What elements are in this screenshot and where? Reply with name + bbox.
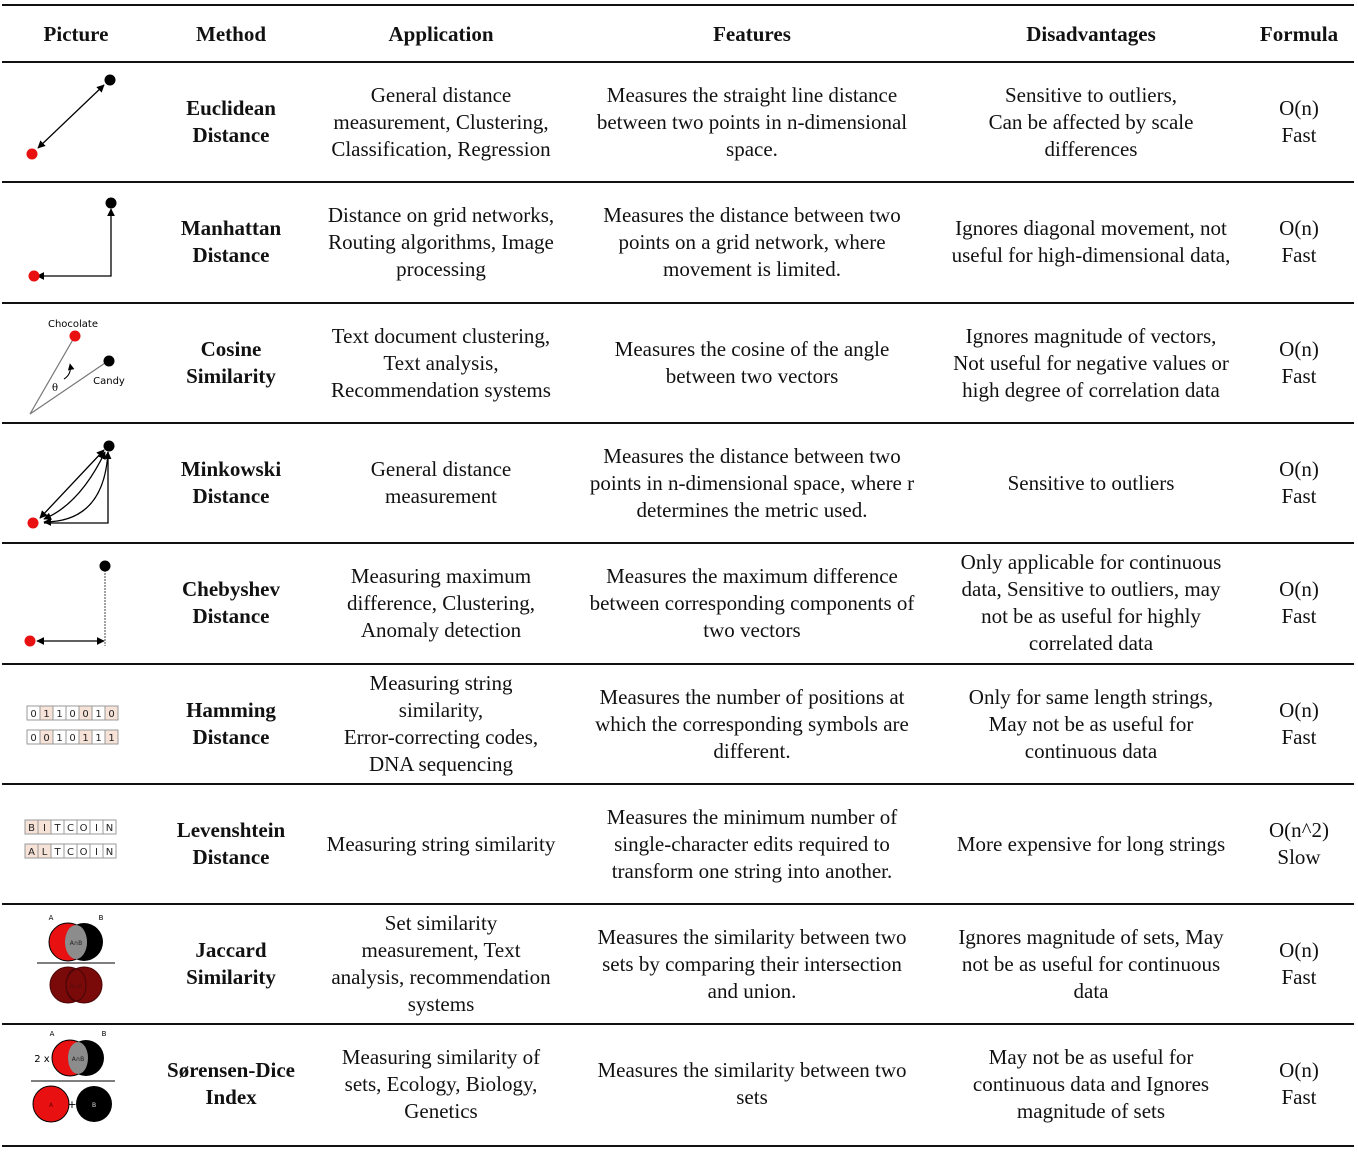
disadvantages-cell [932,304,1250,422]
disadvantages-line: Only for same length strings, [968,684,1214,709]
intersection-label: A∩B [71,1056,85,1063]
features-line: different. [713,738,791,763]
features-line: points on a grid network, where [618,229,886,254]
application-line: measurement, Clustering, [333,109,549,134]
application-line: Anomaly detection [360,617,522,642]
features-line: Measures the similarity between two [597,924,907,949]
method-cell [152,424,310,542]
application-line: Routing algorithms, Image [328,229,554,254]
string-char: 1 [82,733,89,744]
formula-cell [1250,665,1348,783]
table-row-hamming-distance [0,665,1358,783]
method-cell [152,665,310,783]
formula-line: O(n) [1279,938,1319,962]
black-point [106,198,117,209]
application-line: Text analysis, [383,350,499,375]
set-a-label: A [49,1030,55,1038]
string-char: C [67,847,74,858]
method-line: Similarity [186,965,276,989]
table-row-levenshtein-distance [0,785,1358,903]
features-line: Measures the minimum number of [606,804,898,829]
application-line: Genetics [404,1098,478,1123]
formula-line: O(n) [1279,457,1319,481]
disadvantages-line: data, Sensitive to outliers, may [961,577,1221,601]
row-divider [2,663,1354,665]
disadvantages-line: continuous data [1024,738,1158,763]
features-line: sets by comparing their intersection [602,951,902,976]
formula-line: Fast [1281,1085,1317,1109]
set-b-label: B [91,1102,97,1109]
header-disadvantages: Disadvantages [1026,21,1156,46]
string-char: 1 [56,709,63,720]
features-line: points in n-dimensional space, where r [589,470,915,495]
string-char: B [28,823,35,834]
row-divider [2,903,1354,905]
features-line: Measures the straight line distance [606,82,898,107]
method-line: Manhattan [180,216,282,240]
formula-text [1279,697,1319,751]
application-text [371,456,512,510]
disadvantages-line: Only applicable for continuous [960,550,1222,574]
features-line: space. [726,136,778,161]
theta-label: θ [51,383,59,394]
disadvantages-cell [932,785,1250,903]
application-line: Text document clustering, [331,323,551,348]
features-line: Measures the cosine of the angle [614,337,890,361]
method-text [186,336,276,390]
string-char: O [79,823,88,834]
euclidean-diagram-icon [0,63,152,181]
string-char: I [95,823,98,834]
application-text [331,82,550,163]
method-line: Distance [192,845,270,869]
application-line: Classification, Regression [331,136,551,161]
string-char: A [28,847,35,858]
features-text [590,563,915,644]
formula-text [1279,937,1319,991]
row-divider [2,542,1354,544]
formula-text [1279,456,1319,510]
disadvantages-line: correlated data [1028,631,1154,655]
application-text [327,831,556,858]
formula-line: O(n) [1279,96,1319,120]
string-char: N [105,823,114,834]
string-char: C [67,823,74,834]
method-text [182,576,280,630]
features-line: Measures the distance between two [603,443,901,468]
set-a-label: A [48,1102,54,1109]
formula-cell [1250,1025,1348,1143]
formula-cell [1250,785,1348,903]
method-line: Minkowski [180,457,282,481]
method-cell [152,304,310,422]
application-cell [310,665,572,783]
jaccard-diagram-icon [0,905,152,1023]
red-point [28,518,39,529]
application-line: Measuring string [369,671,513,695]
candy-point [104,356,115,367]
features-cell [572,665,932,783]
string-char: 1 [108,733,115,744]
disadvantages-line: Not useful for negative values or [953,350,1229,375]
string-char: 1 [95,709,102,720]
formula-line: Fast [1281,604,1317,628]
red-point [29,271,40,282]
application-text [342,1044,540,1125]
method-line: Sørensen-Dice [167,1058,295,1082]
candy-label: Candy [93,376,125,387]
disadvantages-text [957,831,1225,858]
formula-text [1269,817,1329,871]
minkowski-diagram-icon [0,424,152,542]
features-line: Measures the maximum difference [606,563,898,588]
string-char: 1 [56,733,63,744]
features-text [615,336,890,390]
features-text [590,443,914,524]
method-text [186,95,276,149]
features-text [595,684,909,765]
set-a-label: A [48,914,54,922]
red-point [25,636,36,647]
formula-text [1279,1057,1319,1111]
disadvantages-line: Ignores diagonal movement, not [955,216,1227,240]
disadvantages-text [953,323,1229,404]
application-line: sets, Ecology, Biology, [344,1071,538,1096]
disadvantages-cell [932,665,1250,783]
method-line: Jaccard [195,938,267,962]
set-b-label: B [101,1030,107,1038]
picture-cell [0,183,152,301]
features-line: determines the metric used. [636,497,868,522]
features-line: between corresponding components of [589,590,915,615]
method-line: Levenshtein [176,818,286,842]
chocolate-label: Chocolate [47,319,99,330]
application-cell [310,183,572,301]
disadvantages-line: not be as useful for continuous [961,951,1221,976]
formula-line: Fast [1281,364,1317,388]
formula-line: O(n) [1279,698,1319,722]
method-line: Cosine [200,337,262,361]
application-cell [310,905,572,1023]
string-char: 0 [69,733,76,744]
formula-line: O(n^2) [1268,818,1329,842]
disadvantages-cell [932,424,1250,542]
features-cell [572,183,932,301]
picture-cell [0,665,152,783]
application-cell [310,424,572,542]
formula-text [1279,95,1319,149]
method-cell [152,544,310,662]
method-text [181,215,281,269]
method-text [167,1057,295,1111]
black-point [105,75,116,86]
disadvantages-line: Sensitive to outliers [1007,470,1175,495]
disadvantages-line: Ignores magnitude of sets, May [958,924,1224,949]
formula-cell [1250,544,1348,662]
formula-text [1279,336,1319,390]
disadvantages-cell [932,63,1250,181]
method-text [186,937,276,991]
set-b-label: B [98,914,104,922]
disadvantages-cell [932,544,1250,662]
disadvantages-line: high degree of correlation data [962,377,1220,402]
method-line: Distance [192,484,270,508]
disadvantages-text [973,1044,1209,1125]
disadvantages-text [989,82,1194,163]
formula-cell [1250,183,1348,301]
formula-cell [1250,63,1348,181]
row-divider [2,783,1354,785]
header-application: Application [388,21,494,46]
disadvantages-line: magnitude of sets [1016,1098,1166,1123]
application-line: difference, Clustering, [347,590,535,615]
features-cell [572,544,932,662]
table-row-cosine-similarity [0,304,1358,422]
application-line: Measuring maximum [350,563,532,588]
method-line: Distance [192,123,270,147]
application-line: measurement [385,484,497,508]
application-line: Recommendation systems [331,377,551,402]
method-cell [152,183,310,301]
table-header-row [0,6,1358,62]
black-point [100,561,111,572]
formula-text [1279,576,1319,630]
application-line: General distance [370,457,512,481]
string-char: 0 [82,709,89,720]
disadvantages-line: Ignores magnitude of vectors, [965,323,1217,348]
features-line: and union. [707,978,797,1003]
features-line: between two vectors [665,364,839,388]
features-text [597,1057,906,1111]
formula-line: O(n) [1279,337,1319,361]
chocolate-point [70,331,81,342]
table-row-jaccard-similarity [0,905,1358,1023]
disadvantages-line: differences [1044,136,1138,161]
string-char: 0 [30,709,37,720]
string-char: 0 [108,709,115,720]
disadvantages-text [1008,470,1175,497]
row-divider [2,61,1354,63]
application-line: systems [407,992,475,1016]
application-cell [310,63,572,181]
features-line: sets [736,1085,768,1109]
disadvantages-cell [932,183,1250,301]
header-picture: Picture [43,21,109,46]
features-cell [572,785,932,903]
picture-cell [0,905,152,1023]
application-text [347,563,535,644]
formula-line: O(n) [1279,1058,1319,1082]
string-char: I [43,823,46,834]
string-char: 0 [30,733,37,744]
formula-cell [1250,424,1348,542]
formula-line: Fast [1281,965,1317,989]
features-line: Measures the distance between two [603,202,901,227]
string-char: N [105,847,114,858]
disadvantages-text [958,924,1223,1005]
string-char: I [95,847,98,858]
picture-cell [0,785,152,903]
table-row-chebyshev-distance [0,544,1358,662]
chebyshev-diagram-icon [0,544,152,662]
method-line: Distance [192,243,270,267]
hamming-diagram-icon [0,665,152,783]
red-point [27,149,38,160]
table-bottom-rule [2,1145,1354,1147]
method-cell [152,905,310,1023]
features-text [607,804,897,885]
features-cell [572,905,932,1023]
application-text [328,202,554,283]
string-char: 1 [43,709,50,720]
features-line: Measures the similarity between two [597,1058,907,1082]
application-cell [310,304,572,422]
formula-line: Fast [1281,725,1317,749]
disadvantages-line: not be as useful for highly [981,604,1201,628]
header-method: Method [196,21,266,46]
application-line: measurement, Text [361,938,521,962]
disadvantages-cell [932,1025,1250,1143]
picture-cell [0,63,152,181]
formula-line: Fast [1281,123,1317,147]
method-line: Distance [192,725,270,749]
method-line: Index [205,1085,257,1109]
formula-cell [1250,905,1348,1023]
features-line: two vectors [703,617,801,642]
method-text [186,697,276,751]
string-char: T [54,823,61,834]
formula-cell [1250,304,1348,422]
table-row-manhattan-distance [0,183,1358,301]
cosine-diagram-icon [0,304,152,422]
features-line: which the corresponding symbols are [595,711,909,736]
method-cell [152,785,310,903]
table-row-sorensen-dice-index [0,1025,1358,1143]
features-cell [572,424,932,542]
formula-line: O(n) [1279,577,1319,601]
disadvantages-line: data [1073,978,1109,1003]
string-char: T [54,847,61,858]
application-text [331,323,551,404]
method-cell [152,63,310,181]
disadvantages-text [969,684,1213,765]
string-char: 0 [43,733,50,744]
disadvantages-line: May not be as useful for [988,1044,1194,1069]
header-features: Features [713,21,791,46]
disadvantages-line: More expensive for long strings [956,831,1226,856]
disadvantages-line: useful for high-dimensional data, [951,243,1231,267]
disadvantages-text [961,549,1222,657]
method-text [181,456,281,510]
row-divider [2,302,1354,304]
header-formula: Formula [1259,21,1339,46]
application-line: similarity, [398,698,484,722]
features-line: movement is limited. [663,256,841,281]
disadvantages-line: Sensitive to outliers, [1004,82,1178,107]
disadvantages-line: May not be as useful for [988,711,1194,736]
application-line: General distance [370,82,512,107]
manhattan-diagram-icon [0,183,152,301]
table-row-euclidean-distance [0,63,1358,181]
method-line: Hamming [186,698,276,722]
formula-line: Fast [1281,484,1317,508]
features-text [603,202,900,283]
application-line: analysis, recommendation [331,965,551,989]
plus-label: + [67,1098,77,1111]
application-line: Distance on grid networks, [327,202,555,227]
disadvantages-cell [932,905,1250,1023]
disadvantages-line: Can be affected by scale [988,109,1194,134]
formula-line: Fast [1281,243,1317,267]
picture-cell [0,544,152,662]
features-text [597,82,907,163]
string-char: 0 [69,709,76,720]
string-char: L [41,847,48,858]
row-divider [2,181,1354,183]
application-line: Error-correcting codes, [343,725,539,749]
formula-line: Slow [1277,845,1321,869]
string-char: O [79,847,88,858]
intersection-label: A∩B [69,940,83,947]
method-line: Similarity [186,364,276,388]
application-text [331,910,550,1018]
method-text [177,817,286,871]
table-row-minkowski-distance [0,424,1358,542]
method-line: Euclidean [186,96,276,120]
features-line: transform one string into another. [611,858,893,883]
method-line: Distance [192,604,270,628]
method-line: Chebyshev [181,577,281,601]
method-cell [152,1025,310,1143]
features-line: between two points in n-dimensional [596,109,908,134]
disadvantages-text [952,215,1231,269]
picture-cell [0,304,152,422]
features-text [597,924,906,1005]
factor-label: 2 x [34,1054,50,1065]
application-line: Measuring string similarity [326,831,556,856]
features-line: Measures the number of positions at [599,684,905,709]
application-line: processing [396,256,486,281]
picture-cell [0,1025,152,1143]
string-char: 1 [95,733,102,744]
picture-cell [0,424,152,542]
row-divider [2,422,1354,424]
application-cell [310,785,572,903]
sorensen-dice-diagram-icon [0,1025,152,1143]
features-cell [572,1025,932,1143]
application-cell [310,544,572,662]
formula-line: O(n) [1279,216,1319,240]
features-cell [572,304,932,422]
formula-text [1279,215,1319,269]
features-cell [572,63,932,181]
application-text [344,670,538,778]
levenshtein-diagram-icon [0,785,152,903]
black-point [104,441,115,452]
application-line: Set similarity [384,911,498,935]
application-line: DNA sequencing [368,752,514,776]
features-line: single-character edits required to [614,831,890,856]
disadvantages-line: continuous data and Ignores [972,1071,1210,1096]
application-cell [310,1025,572,1143]
union-label: A∪B [69,983,83,990]
application-line: Measuring similarity of [341,1044,541,1069]
row-divider [2,1023,1354,1025]
